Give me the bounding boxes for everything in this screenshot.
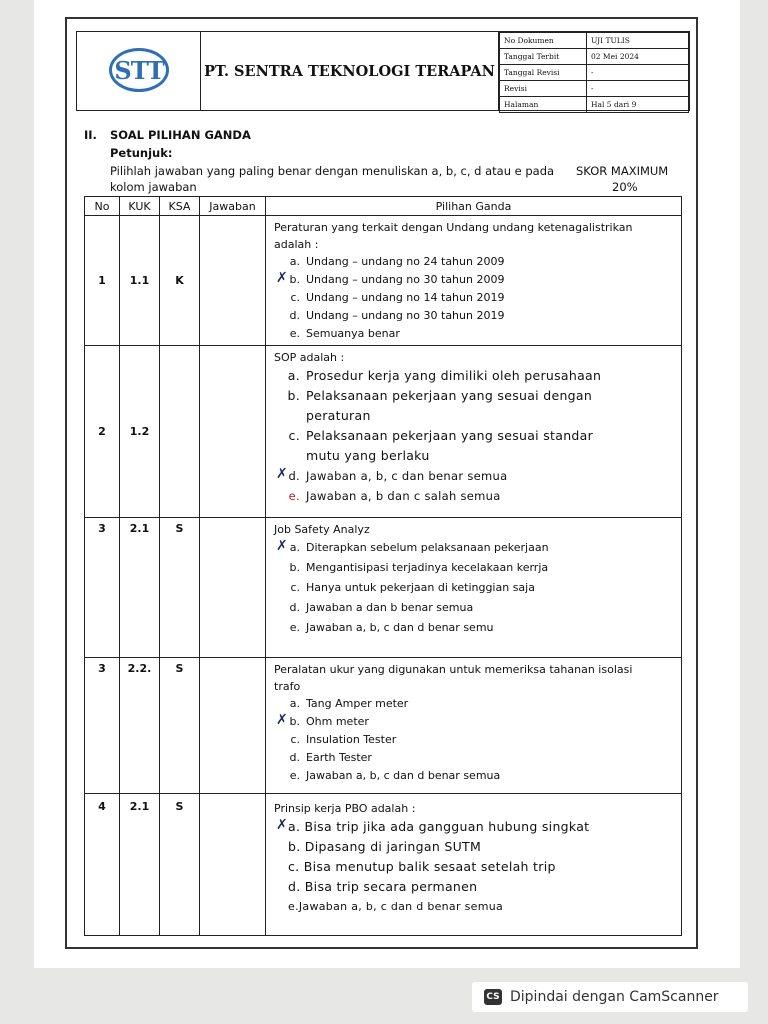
option-list — [274, 538, 675, 638]
option-text: Bisa trip jika ada gangguan hubung singkat — [304, 819, 590, 834]
option-item — [276, 270, 675, 289]
option-letter: c. — [290, 581, 300, 594]
question-text: trafo — [274, 680, 301, 693]
question-text: SOP adalah : — [274, 351, 345, 364]
option-text: Undang – undang no 14 tahun 2019 — [306, 291, 505, 304]
option-item — [288, 426, 675, 446]
option-item — [302, 406, 675, 426]
doc-info-row — [500, 33, 689, 49]
option-text: Jawaban a, b, c dan benar semua — [306, 469, 508, 483]
option-item — [289, 307, 675, 325]
table-row — [85, 658, 682, 794]
cell-no: 3 — [85, 518, 120, 658]
question-text: adalah : — [274, 238, 319, 251]
option-item — [290, 289, 675, 307]
option-text: Jawaban a, b, c dan d benar semua — [298, 900, 504, 913]
header-no: No — [85, 197, 120, 216]
doc-info-value: UJI TULIS — [587, 33, 689, 49]
option-item — [287, 386, 675, 406]
option-letter: d. — [289, 309, 300, 322]
score-value: 20% — [612, 180, 638, 194]
option-text: Jawaban a, b, c dan d benar semu — [306, 621, 494, 634]
option-letter: b. — [288, 839, 301, 854]
option-item — [276, 466, 675, 486]
header-pilihan-ganda: Pilihan Ganda — [266, 197, 682, 216]
company-logo — [109, 48, 169, 92]
cell-kuk: 1.2 — [120, 346, 160, 518]
option-item — [290, 578, 675, 598]
option-list — [274, 695, 675, 785]
header-ksa: KSA — [160, 197, 200, 216]
header-kuk: KUK — [120, 197, 160, 216]
option-item — [289, 558, 675, 578]
doc-info-row — [500, 81, 689, 97]
option-letter: d. — [289, 751, 300, 764]
option-item — [289, 325, 675, 343]
option-letter: c. — [290, 733, 300, 746]
option-letter: e. — [289, 621, 300, 634]
option-letter: c. — [288, 859, 300, 874]
cell-no: 2 — [85, 346, 120, 518]
cell-no: 3 — [85, 658, 120, 794]
cell-kuk: 2.1 — [120, 794, 160, 936]
option-letter: a. — [289, 697, 300, 710]
answer-field[interactable] — [200, 216, 266, 346]
option-item — [290, 731, 675, 749]
option-item — [289, 695, 675, 713]
option-item — [276, 817, 675, 837]
option-text: Jawaban a dan b benar semua — [306, 601, 474, 614]
option-letter: d. — [288, 879, 301, 894]
table-row — [85, 794, 682, 936]
cell-kuk: 1.1 — [120, 216, 160, 346]
option-item — [287, 366, 675, 386]
option-letter: e. — [288, 489, 300, 503]
doc-info-label: Tanggal Revisi — [500, 65, 587, 81]
question-text: Job Safety Analyz — [274, 523, 370, 536]
option-text: Undang – undang no 30 tahun 2009 — [306, 273, 505, 286]
document-header — [76, 31, 690, 111]
cell-ksa: S — [160, 794, 200, 936]
doc-info-value: - — [587, 65, 689, 81]
option-text: Pelaksanaan pekerjaan yang sesuai standar — [306, 428, 594, 443]
questions-table — [84, 196, 682, 936]
cell-no: 4 — [85, 794, 120, 936]
option-item — [288, 897, 675, 917]
doc-info-value: - — [587, 81, 689, 97]
instruction-line-2: kolom jawaban — [110, 180, 197, 194]
option-text: Bisa menutup balik sesaat setelah trip — [303, 859, 556, 874]
doc-info-value: 02 Mei 2024 — [587, 49, 689, 65]
option-item — [288, 486, 675, 506]
question-text: Peralatan ukur yang digunakan untuk memeriksa tahanan isolasi — [274, 663, 633, 676]
option-item — [288, 877, 675, 897]
option-letter: e. — [289, 327, 300, 340]
question-text: Peraturan yang terkait dengan Undang undang ketenagalistrikan — [274, 221, 633, 234]
choice-cell — [266, 794, 682, 936]
option-text: Earth Tester — [306, 751, 372, 764]
camscanner-label: Dipindai dengan CamScanner — [510, 989, 719, 1005]
option-text: Semuanya benar — [306, 327, 400, 340]
check-mark-icon: ✗ — [276, 712, 288, 728]
option-letter: b. — [289, 273, 300, 286]
table-header-row — [85, 197, 682, 216]
check-mark-icon: ✗ — [276, 270, 288, 286]
doc-info-row — [500, 65, 689, 81]
option-text: Undang – undang no 30 tahun 2019 — [306, 309, 505, 322]
option-item — [289, 749, 675, 767]
option-letter: a. — [288, 819, 301, 834]
option-list — [274, 817, 675, 917]
option-text: Diterapkan sebelum pelaksanaan pekerjaan — [306, 541, 549, 554]
doc-info-value: Hal 5 dari 9 — [587, 97, 689, 113]
option-item — [288, 857, 675, 877]
option-text: Bisa trip secara permanen — [304, 879, 478, 894]
table-row — [85, 518, 682, 658]
doc-info-label: No Dokumen — [500, 33, 587, 49]
option-letter: e. — [289, 769, 300, 782]
option-text: Prosedur kerja yang dimiliki oleh perusahaan — [306, 368, 602, 383]
document-info-table — [499, 32, 689, 113]
option-text: Dipasang di jaringan SUTM — [304, 839, 482, 854]
option-letter: c. — [290, 291, 300, 304]
option-text: Ohm meter — [306, 715, 369, 728]
section-title: SOAL PILIHAN GANDA — [110, 128, 251, 142]
answer-field[interactable] — [200, 794, 266, 936]
doc-info-row — [500, 97, 689, 113]
logo-cell — [77, 32, 201, 110]
instruction-line-1: Pilihlah jawaban yang paling benar dengan menuliskan a, b, c, d atau e pada — [110, 164, 555, 178]
option-letter: a. — [287, 368, 300, 383]
check-mark-icon: ✗ — [276, 817, 289, 833]
cell-kuk: 2.1 — [120, 518, 160, 658]
option-letter: b. — [287, 388, 300, 403]
cell-no: 1 — [85, 216, 120, 346]
logo-text: STT — [114, 56, 164, 85]
option-letter: e. — [288, 900, 299, 913]
option-letter: d. — [289, 601, 300, 614]
cell-ksa — [160, 346, 200, 518]
question-text: Prinsip kerja PBO adalah : — [274, 802, 416, 815]
option-item — [288, 837, 675, 857]
option-letter: a. — [289, 541, 300, 554]
option-item — [289, 767, 675, 785]
option-item — [302, 446, 675, 466]
choice-cell — [266, 518, 682, 658]
choice-cell — [266, 216, 682, 346]
option-text: Tang Amper meter — [306, 697, 409, 710]
option-list — [274, 366, 675, 506]
doc-info-label: Revisi — [500, 81, 587, 97]
option-item — [276, 538, 675, 558]
cell-ksa: S — [160, 518, 200, 658]
choice-cell — [266, 658, 682, 794]
option-list — [274, 253, 675, 343]
option-item — [276, 712, 675, 731]
option-letter: a. — [289, 255, 300, 268]
option-text: mutu yang berlaku — [306, 448, 430, 463]
option-letter: d. — [288, 469, 300, 483]
check-mark-icon: ✗ — [276, 538, 288, 554]
option-text: Pelaksanaan pekerjaan yang sesuai dengan — [306, 388, 593, 403]
camscanner-watermark — [472, 982, 748, 1012]
cell-kuk: 2.2. — [120, 658, 160, 794]
section-number: II. — [84, 128, 97, 142]
answer-field[interactable] — [200, 346, 266, 518]
option-item — [289, 253, 675, 271]
petunjuk-label: Petunjuk: — [110, 146, 173, 160]
option-letter: b. — [289, 561, 300, 574]
choice-cell — [266, 346, 682, 518]
cell-ksa: K — [160, 216, 200, 346]
option-item — [289, 618, 675, 638]
score-label: SKOR MAXIMUM — [576, 164, 669, 178]
option-text: Undang – undang no 24 tahun 2009 — [306, 255, 505, 268]
option-text: Jawaban a, b dan c salah semua — [306, 489, 501, 503]
doc-info-label: Halaman — [500, 97, 587, 113]
company-name: PT. SENTRA TEKNOLOGI TERAPAN — [201, 32, 499, 110]
option-letter: c. — [288, 428, 300, 443]
option-letter: b. — [289, 715, 300, 728]
option-text: Jawaban a, b, c dan d benar semua — [306, 769, 501, 782]
table-row — [85, 346, 682, 518]
option-text: Insulation Tester — [306, 733, 397, 746]
cell-ksa: S — [160, 658, 200, 794]
option-text: Mengantisipasi terjadinya kecelakaan kerrja — [306, 561, 549, 574]
table-row — [85, 216, 682, 346]
doc-info-row — [500, 49, 689, 65]
header-jawaban: Jawaban — [200, 197, 266, 216]
answer-field[interactable] — [200, 658, 266, 794]
option-text: Hanya untuk pekerjaan di ketinggian saja — [306, 581, 535, 594]
option-text: peraturan — [306, 408, 371, 423]
answer-field[interactable] — [200, 518, 266, 658]
doc-info-label: Tanggal Terbit — [500, 49, 587, 65]
option-item — [289, 598, 675, 618]
check-mark-icon: ✗ — [276, 466, 289, 482]
camscanner-icon: CS — [484, 989, 502, 1005]
